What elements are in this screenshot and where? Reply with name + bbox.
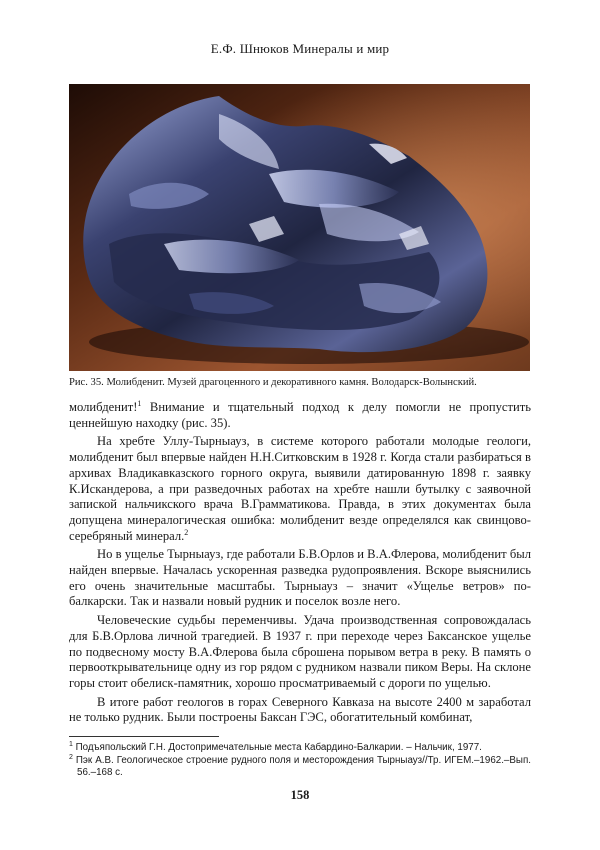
paragraph-text: молибденит! [69, 400, 138, 414]
paragraph-1 [69, 400, 531, 431]
page-number: 158 [290, 788, 310, 802]
footnote-1 [69, 742, 531, 755]
paragraph-4: Человеческие судьбы переменчивы. Удача производственная сопровождалась для Б.В.Орлова личной трагедией. В 1937 г. при переходе через Баксанское ущелье по подвесному мосту В.А.Флерова была сброшена порывом ветра в реку. В память о первооткрывательнице одну из гор рядом с рудником назвали пиком Веры. На склоне горы стоит обелиск-памятник, хорошо просматриваемый с дороги по ущелью. [69, 613, 531, 690]
paragraph-5: В итоге работ геологов в горах Северного Кавказа на высоте 2400 м заработал не только рудник. Были построены Баксан ГЭС, обогатительный комбинат, [69, 694, 531, 725]
running-title: Е.Ф. Шнюков Минералы и мир [210, 41, 390, 56]
body-text [69, 400, 531, 726]
molybdenite-photo [69, 84, 530, 371]
footnote-separator [69, 736, 219, 737]
footnote-marker: 2 [69, 753, 73, 761]
paragraph-2 [69, 434, 531, 544]
footnote-text: Подъяпольский Г.Н. Достопримечательные места Кабардино-Балкарии. – Нальчик, 1977. [75, 742, 482, 753]
footnote-ref-2: 2 [184, 527, 189, 537]
footnotes [69, 742, 531, 780]
figure-caption: Рис. 35. Молибденит. Музей драгоценного и декоративного камня. Володарск-Волынский. [69, 377, 477, 388]
footnote-text: Пэк А.В. Геологическое строение рудного поля и месторождения Тырныауз//Тр. ИГЕМ.–1962.–Вып. 56.–168 с. [75, 754, 531, 778]
footnote-marker: 1 [69, 741, 73, 748]
footnote-2 [69, 755, 531, 780]
paragraph-3: Но в ущелье Тырныауз, где работали Б.В.Орлов и В.А.Флерова, молибденит был найден впервые. Началась ускоренная разведка рудопроявления. Вскоре выяснились его очень значительные масштабы. Тырныауз – значит «Ущелье ветров» по-балкарски. Так и назвали новый рудник и поселок возле него. [69, 547, 531, 609]
paragraph-text: На хребте Уллу-Тырныауз, в системе которого работали молодые геологи, молибденит был впервые найден Н.Н.Ситковским в 1928 г. Когда стали разбираться в архивах Владикавказского горного округа, выявили датированную 1898 г. заявку К.Искандерова, а при разведочных работах на хребте нашли бутылку с заявочной запиской нальчикского врача В.Грамматикова. Правда, в этих документах была допущена минералогическая ошибка: молибденит везде определялся как свинцово-серебряный минерал. [69, 434, 531, 543]
paragraph-text: Внимание и тщательный подход к делу помогли не пропустить ценнейшую находку (рис. 35). [69, 400, 531, 430]
footnote-ref-1: 1 [137, 399, 142, 408]
figure-photo [69, 84, 530, 371]
